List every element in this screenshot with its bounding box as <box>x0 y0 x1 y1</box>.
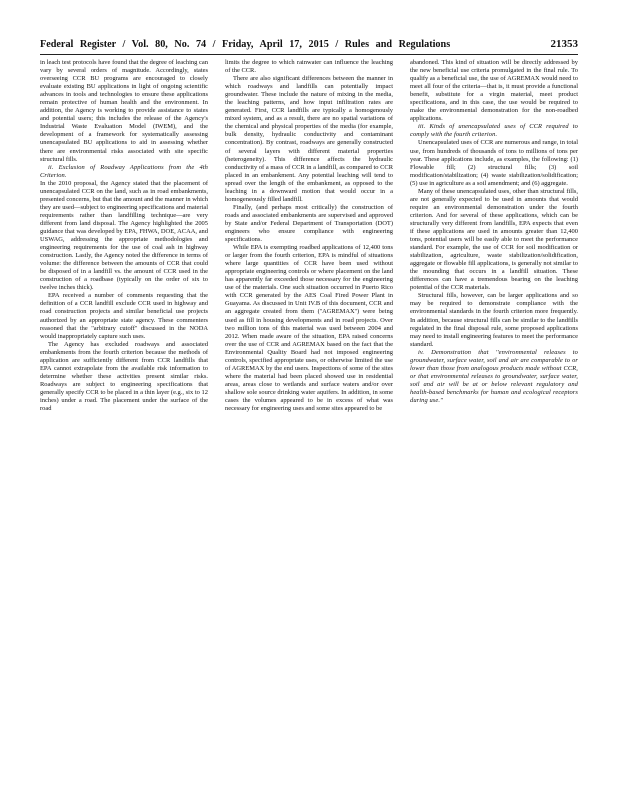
paragraph: In the 2010 proposal, the Agency stated that the placement of unencapsulated CCR on the land, such as in road embankments, presented concerns, but that the amount and the manner in which they are used—subject to engineering specifications and material requirements rather than landfilling technique—are very different from land disposal. The Agency highlighted the 2005 guidance that was developed by EPA, FHWA, DOE, ACAA, and USWAG, addressing the appropriate methodologies and engineering requirements for the use of coal ash in highway construction. Lastly, the Agency noted the difference in terms of volume: the difference between the amounts of CCR that could be disposed of in a landfill vs. the amount of CCR used in the construction of a roadbase (typically on the order of six to twelve inches thick). <box>40 179 208 292</box>
paragraph: Unencapsulated uses of CCR are numerous and range, in total use, from hundreds of thousands of tons to millions of tons per year. These applications include, as examples, the following: (1) Flowable fill; (2) structural fills; (3) soil modification/stabilization; (4) waste stabilization/solidification; (5) use in agriculture as a soil amendment; and (6) aggregate. <box>410 139 578 187</box>
text-columns <box>40 59 578 794</box>
section-heading: iii. Kinds of unencapsulated uses of CCR required to comply with the fourth criterion. <box>410 123 578 139</box>
section-heading: iv. Demonstration that ''environmental releases to groundwater, surface water, soil and air are comparable to or lower than those from analogous products made without CCR, or that environmental releases to groundwater, surface water, soil and air will be at or below relevant regulatory and health-based benchmarks for human and ecological receptors during use.'' <box>410 348 578 404</box>
paragraph: limits the degree to which rainwater can influence the leaching of the CCR. <box>225 59 393 75</box>
paragraph: EPA received a number of comments requesting that the definition of a CCR landfill exclude CCR used in highway and road construction projects and similar beneficial use projects authorized by an appropriate state agency. These commenters reasoned that the ''arbitrary cutoff'' discussed in the NODA would inappropriately capture such uses. <box>40 292 208 340</box>
paragraph: Finally, (and perhaps most critically) the construction of roads and associated embankments are supervised and approved by State and/or Federal Department of Transportation (DOT) engineers who ensure compliance with engineering specifications. <box>225 203 393 244</box>
section-heading: ii. Exclusion of Roadway Applications from the 4th Criterion. <box>40 163 208 179</box>
paragraph: in leach test protocols have found that the degree of leaching can vary by several orders of magnitude. Accordingly, states overseeing CCR BU programs are encouraged to closely evaluate existing BU applications in light of ongoing scientific advances in tools and technologies to ensure these applications remain protective of human health and the environment. In addition, the Agency is working to provide assistance to states and potential users; this includes the release of the Agency's Industrial Waste Evaluation Model (IWEM), and the development of a framework for systematically assessing unencapsulated BU applications to aid in assessing whether there are environmental risks associated with site specific structural fills. <box>40 59 208 163</box>
column-1 <box>40 59 208 794</box>
paragraph: While EPA is exempting roadbed applications of 12,400 tons or larger from the fourth criterion, EPA is mindful of situations where large quantities of CCR have been used without appropriate engineering controls or where placement on the land has apparently far exceeded those necessary for the engineering use of the materials. One such situation occurred in Puerto Rico with CCR generated by the AES Coal Fired Power Plant in Guayama. As discussed in Unit IV.B of this document, CCR and an aggregate created from them (''AGREMAX'') were being used as fill in housing developments and in road projects. Over two million tons of this material was used between 2004 and 2012. When made aware of the situation, EPA raised concerns over the use of CCR and AGREMAX based on the fact that the Environmental Quality Board had not imposed engineering controls, specified appropriate uses, or otherwise limited the use of AGREMAX by the end users. Inspections of some of the sites where the material had been placed showed use in residential areas, areas close to wetlands and surface waters and/or over shallow sole source drinking water aquifers. In addition, in some cases the volumes appeared to be in excess of what was necessary for engineering uses and some sites appeared to be <box>225 244 393 413</box>
paragraph: There are also significant differences between the manner in which roadways and landfills can potentially impact groundwater. These include the nature of mixing in the media, the leaching patterns, and how input infiltration rates are generated. First, CCR landfills are typically a homogenously mixed system, and as a result, there are no spatial variations of the chemical and physical properties of the media (for example, bulk density, hydraulic conductivity and contaminant concentration). By contrast, roadways are generally constructed of several layers with different material properties (heterogeneity). This difference affects the hydraulic conductivity of a mass of CCR in a landfill, as compared to CCR placed in an embankment. Any potential leaching will tend to spread over the length of the embankment, as opposed to the leaching in a downward motion that would occur in a homogeneously filled landfill. <box>225 75 393 203</box>
publication-line: Federal Register / Vol. 80, No. 74 / Friday, April 17, 2015 / Rules and Regulations <box>40 39 451 50</box>
paragraph: The Agency has excluded roadways and associated embankments from the fourth criterion because the methods of application are sufficiently different from CCR landfills that EPA cannot extrapolate from the available risk information to determine whether these activities present similar risks. Roadways are subject to engineering specifications that generally specify CCR to be placed in a thin layer (e.g., six to 12 inches) under a road. The placement under the surface of the road <box>40 340 208 413</box>
paragraph: Structural fills, however, can be larger applications and so may be required to demonstrate compliance with the environmental standards in the fourth criterion more frequently. In addition, because structural fills can be similar to the landfills regulated in the final disposal rule, some proposed applications may need to install engineering features to meet the performance standard. <box>410 292 578 348</box>
running-header <box>40 38 578 55</box>
column-2 <box>225 59 393 794</box>
paragraph: Many of these unencapsulated uses, other than structural fills, are not generally expected to be used in amounts that would require an environmental demonstration under the fourth criterion. And for several of these applications, which can be structurally very different from landfills, EPA expects that even if these applications are used in amounts greater than 12,400 tons, potential users will be easily able to meet the performance standard. For example, the use of CCR for soil modification or stabilization, agriculture, waste stabilization/solidification, aggregate or flowable fill applications, is generally not similar to the mounding that occurs in a landfill situation. These differences can have a tremendous bearing on the leaching potential of the CCR materials. <box>410 187 578 292</box>
paragraph: abandoned. This kind of situation will be directly addressed by the new beneficial use criteria promulgated in the final rule. To qualify as a beneficial use, the use of AGREMAX would need to meet all four of the criteria—that is, it must provide a functional benefit, substitute for a virgin material, meet product specifications, and in this case, the use would be required to make the environmental demonstration for the non-roadbed applications. <box>410 59 578 123</box>
column-3 <box>410 59 578 794</box>
page-number: 21353 <box>550 38 578 50</box>
